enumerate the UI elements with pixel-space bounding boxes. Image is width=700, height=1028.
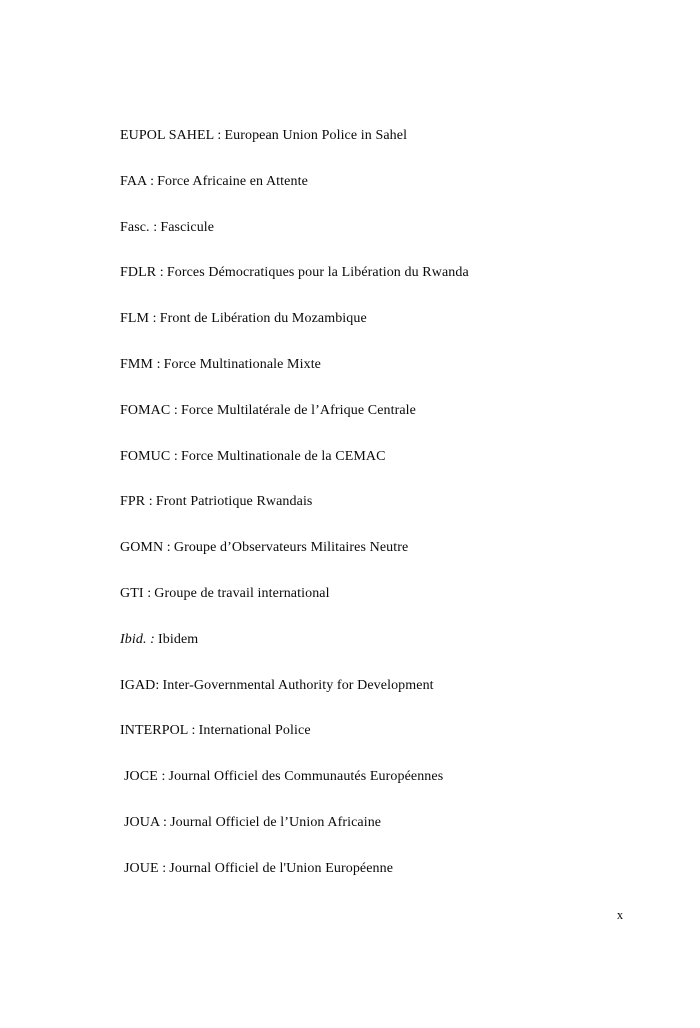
abbreviation-term: FMM : (120, 356, 161, 372)
abbreviation-definition: Forces Démocratiques pour la Libération du Rwanda (166, 265, 469, 281)
abbreviation-entry-gomn (120, 539, 670, 585)
abbreviation-term: FPR : (120, 494, 153, 510)
abbreviation-entry-fpr (120, 493, 670, 539)
abbreviation-definition: Journal Officiel des Communautés Européennes (168, 769, 444, 785)
abbreviation-definition: Ibidem (158, 631, 199, 647)
abbreviation-definition: Force Africaine en Attente (157, 173, 308, 189)
abbreviation-entry-fomuc (120, 448, 670, 494)
abbreviation-entry-fmm (120, 356, 670, 402)
abbreviation-definition: Groupe de travail international (154, 585, 330, 601)
page-number: x (616, 908, 624, 922)
abbreviation-term: FDLR : (120, 265, 164, 281)
abbreviation-entry-joue (120, 860, 670, 906)
abbreviation-definition: Front Patriotique Rwandais (155, 494, 313, 510)
abbreviation-entry-fdlr (120, 264, 670, 310)
abbreviation-definition: Fascicule (160, 219, 215, 235)
abbreviation-definition: Front de Libération du Mozambique (159, 311, 367, 327)
abbreviation-entry-ibid (120, 631, 670, 677)
abbreviation-definition: Force Multinationale Mixte (163, 356, 322, 372)
abbreviation-definition: European Union Police in Sahel (224, 128, 408, 143)
abbreviation-term: Ibid. : (120, 631, 155, 647)
abbreviation-entry-interpol (120, 722, 670, 768)
abbreviation-list (120, 127, 670, 906)
abbreviation-definition: Journal Officiel de l'Union Européenne (169, 860, 394, 876)
abbreviation-term: EUPOL SAHEL : (120, 128, 222, 143)
abbreviation-term: FOMAC : (120, 402, 178, 418)
abbreviation-entry-joce (120, 768, 670, 814)
abbreviation-term: FOMUC : (120, 448, 178, 464)
abbreviation-definition: Journal Officiel de l’Union Africaine (170, 814, 382, 830)
abbreviation-term: GTI : (120, 585, 152, 601)
abbreviation-definition: Groupe d’Observateurs Militaires Neutre (173, 540, 409, 556)
abbreviation-entry-eupol-sahel (120, 127, 670, 173)
abbreviation-term: JOCE : (124, 769, 166, 785)
abbreviation-entry-joua (120, 814, 670, 860)
abbreviation-definition: Inter-Governmental Authority for Development (162, 677, 434, 693)
abbreviation-term: IGAD: (120, 677, 160, 693)
abbreviation-term: JOUA : (124, 814, 167, 830)
abbreviation-term: JOUE : (124, 860, 167, 876)
abbreviation-entry-gti (120, 585, 670, 631)
abbreviation-term: Fasc. : (120, 219, 158, 235)
abbreviation-definition: Force Multinationale de la CEMAC (180, 448, 386, 464)
abbreviation-entry-fasc (120, 219, 670, 265)
abbreviation-term: FLM : (120, 311, 157, 327)
abbreviation-term: GOMN : (120, 540, 171, 556)
abbreviation-entry-faa (120, 173, 670, 219)
abbreviation-term: FAA : (120, 173, 155, 189)
abbreviation-definition: International Police (198, 723, 311, 739)
abbreviation-entry-fomac (120, 402, 670, 448)
abbreviation-definition: Force Multilatérale de l’Afrique Centrale (180, 402, 416, 418)
abbreviation-entry-flm (120, 310, 670, 356)
abbreviation-entry-igad (120, 677, 670, 723)
abbreviation-term: INTERPOL : (120, 723, 196, 739)
